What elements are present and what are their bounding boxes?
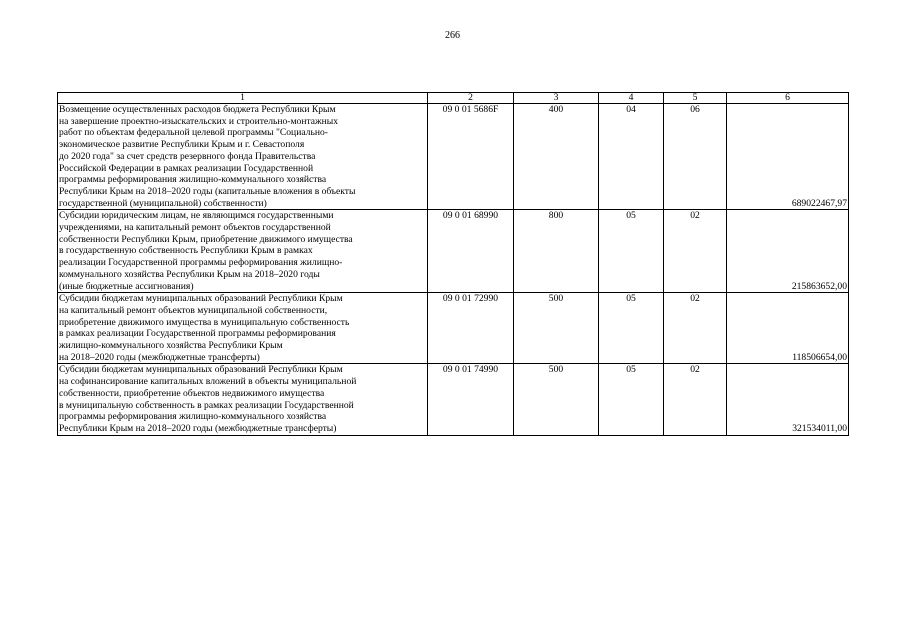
code-cell: 09 0 01 5686F [428,104,514,210]
header-cell: 1 [58,93,428,104]
subsection-cell: 06 [664,104,727,210]
amount-cell: 321534011,00 [727,364,849,435]
description-cell: Субсидии юридическим лицам, не являющимся государственными учреждениями, на капитальный ремонт объектов государственной собственности Республики Крым, приобретение движимого имущества в государственную собственность Республики Крым в рамках реализации Государственной программы реформирования жилищно- коммунального хозяйства Республики Крым на 2018–2020 годы (иные бюджетные ассигнования) [58,210,428,293]
code-cell: 09 0 01 72990 [428,293,514,364]
section-cell: 05 [599,293,664,364]
subsection-cell: 02 [664,364,727,435]
header-cell: 3 [514,93,599,104]
header-cell: 2 [428,93,514,104]
type-cell: 400 [514,104,599,210]
description-cell: Субсидии бюджетам муниципальных образований Республики Крым на софинансирование капитальных вложений в объекты муниципальной собственности, приобретение объектов недвижимого имущества в муниципальную собственность в рамках реализации Государственной программы реформирования жилищно-коммунального хозяйства Республики Крым на 2018–2020 годы (межбюджетные трансферты) [58,364,428,435]
subsection-cell: 02 [664,210,727,293]
description-cell: Субсидии бюджетам муниципальных образований Республики Крым на капитальный ремонт объектов муниципальной собственности, приобретение движимого имущества в муниципальную собственность в рамках реализации Государственной программы реформирования жилищно-коммунального хозяйства Республики Крым на 2018–2020 годы (межбюджетные трансферты) [58,293,428,364]
type-cell: 500 [514,293,599,364]
section-cell: 05 [599,210,664,293]
amount-cell: 118506654,00 [727,293,849,364]
section-cell: 04 [599,104,664,210]
header-row [58,93,849,104]
amount-cell: 689022467,97 [727,104,849,210]
header-cell: 5 [664,93,727,104]
code-cell: 09 0 01 68990 [428,210,514,293]
code-cell: 09 0 01 74990 [428,364,514,435]
page-number: 266 [445,30,460,41]
type-cell: 800 [514,210,599,293]
table-row [58,104,849,210]
budget-table [57,92,849,436]
amount-cell: 215863652,00 [727,210,849,293]
type-cell: 500 [514,364,599,435]
description-cell: Возмещение осуществленных расходов бюджета Республики Крым на завершение проектно-изыскательских и строительно-монтажных работ по объектам федеральной целевой программы "Социально- экономическое развитие Республики Крым и г. Севастополя до 2020 года" за счет средств резервного фонда Правительства Российской Федерации в рамках реализации Государственной программы реформирования жилищно-коммунального хозяйства Республики Крым на 2018–2020 годы (капитальные вложения в объекты государственной (муниципальной) собственности) [58,104,428,210]
table-row [58,293,849,364]
header-cell: 4 [599,93,664,104]
table-row [58,364,849,435]
header-cell: 6 [727,93,849,104]
subsection-cell: 02 [664,293,727,364]
table-row [58,210,849,293]
section-cell: 05 [599,364,664,435]
